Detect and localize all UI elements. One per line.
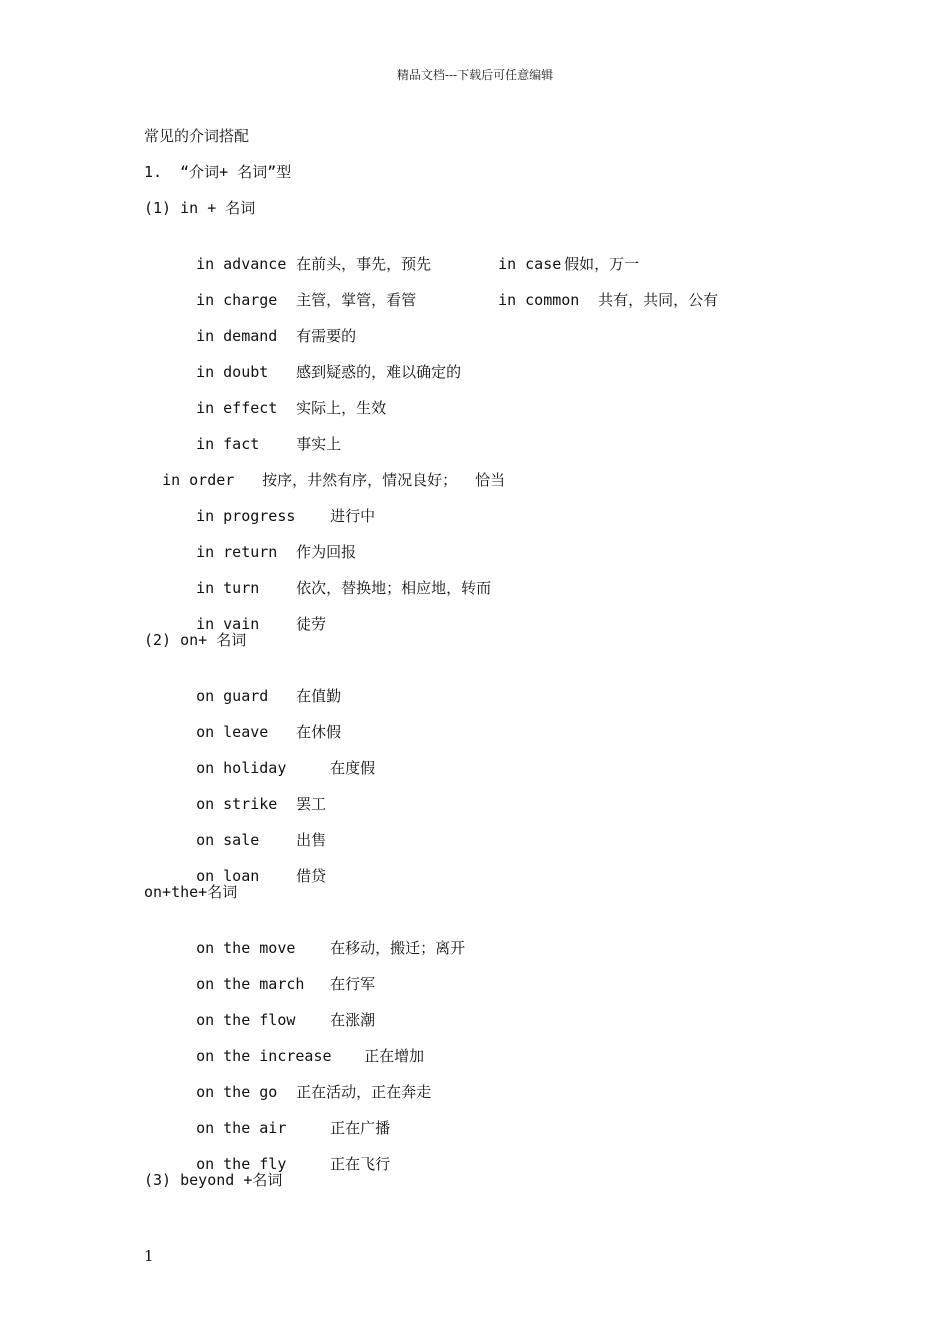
list-item (178, 522, 356, 562)
phrase-meaning: 有需要的 (296, 327, 357, 345)
list-item (178, 774, 326, 814)
phrase-meaning: 出售 (296, 831, 327, 849)
phrase-meaning: 借贷 (296, 867, 327, 885)
phrase-term: in advance (196, 255, 287, 273)
phrase-term: on strike (196, 795, 278, 813)
phrase-term: on the march (196, 975, 305, 993)
page-number: 1 (144, 1247, 154, 1265)
phrase-meaning: 在值勤 (296, 687, 342, 705)
list-item (178, 738, 375, 778)
phrase-term: on loan (196, 867, 260, 885)
list-item (178, 414, 341, 454)
phrase-meaning: 在行军 (330, 975, 376, 993)
phrase-term: in vain (196, 615, 260, 633)
list-item (178, 666, 341, 706)
list-item (178, 918, 465, 958)
phrase-meaning: 在前头，事先，预先 (296, 255, 432, 273)
phrase-term: on the fly (196, 1155, 287, 1173)
phrase-meaning: 按序，井然有序，情况良好； 恰当 (262, 471, 506, 489)
document-title: 常见的介词搭配 (144, 127, 250, 145)
subsection-heading-on-the: on+the+名词 (144, 883, 238, 901)
list-item (178, 1026, 424, 1066)
list-item (178, 846, 326, 886)
list-item (178, 1098, 390, 1138)
phrase-meaning: 假如，万一 (564, 255, 640, 273)
list-item (178, 810, 326, 850)
phrase-term: in charge (196, 291, 278, 309)
phrase-meaning: 徒劳 (296, 615, 327, 633)
phrase-meaning: 正在活动，正在奔走 (296, 1083, 432, 1101)
phrase-term: on the flow (196, 1011, 296, 1029)
phrase-term: in turn (196, 579, 260, 597)
subsection-heading-beyond: (3) beyond +名词 (144, 1171, 283, 1189)
page-header: 精品文档---下载后可任意编辑 (396, 68, 554, 82)
phrase-meaning: 罢工 (296, 795, 327, 813)
phrase-meaning: 在度假 (330, 759, 376, 777)
phrase-meaning: 在涨潮 (330, 1011, 376, 1029)
list-item (178, 594, 326, 634)
list-item (178, 342, 461, 382)
list-item (144, 450, 505, 490)
phrase-term: in case (498, 255, 562, 273)
list-item (178, 378, 386, 418)
list-item (178, 1134, 390, 1174)
phrase-term: on the go (196, 1083, 278, 1101)
section-heading: 1. “介词+ 名词”型 (144, 163, 292, 181)
list-item (178, 270, 718, 310)
phrase-meaning: 实际上，生效 (296, 399, 387, 417)
list-item (178, 306, 356, 346)
phrase-term: on sale (196, 831, 260, 849)
phrase-term: in fact (196, 435, 260, 453)
phrase-term: in effect (196, 399, 278, 417)
phrase-meaning: 在休假 (296, 723, 342, 741)
phrase-term: on the air (196, 1119, 287, 1137)
subsection-heading-in: (1) in + 名词 (144, 199, 256, 217)
list-item (178, 558, 491, 598)
phrase-meaning: 正在飞行 (330, 1155, 391, 1173)
phrase-meaning: 进行中 (330, 507, 376, 525)
phrase-meaning: 事实上 (296, 435, 342, 453)
phrase-meaning: 感到疑惑的，难以确定的 (296, 363, 462, 381)
phrase-term: on holiday (196, 759, 287, 777)
phrase-meaning: 共有，共同，公有 (598, 291, 719, 309)
phrase-term: on the increase (196, 1047, 332, 1065)
phrase-term: in progress (196, 507, 296, 525)
phrase-term: on the move (196, 939, 296, 957)
phrase-meaning: 作为回报 (296, 543, 357, 561)
phrase-term: in common (498, 291, 580, 309)
phrase-term: in order (162, 471, 235, 489)
list-item (178, 990, 375, 1030)
phrase-meaning: 依次，替换地；相应地，转而 (296, 579, 492, 597)
phrase-meaning: 在移动，搬迁；离开 (330, 939, 466, 957)
phrase-meaning: 正在广播 (330, 1119, 391, 1137)
subsection-heading-on: (2) on+ 名词 (144, 631, 247, 649)
phrase-term: in return (196, 543, 278, 561)
phrase-term: in doubt (196, 363, 269, 381)
phrase-term: on leave (196, 723, 269, 741)
list-item (178, 702, 341, 742)
phrase-meaning: 正在增加 (364, 1047, 425, 1065)
phrase-term: on guard (196, 687, 269, 705)
list-item (178, 954, 375, 994)
list-item (178, 486, 375, 526)
list-item (178, 234, 639, 274)
phrase-meaning: 主管，掌管，看管 (296, 291, 417, 309)
list-item (178, 1062, 431, 1102)
phrase-term: in demand (196, 327, 278, 345)
